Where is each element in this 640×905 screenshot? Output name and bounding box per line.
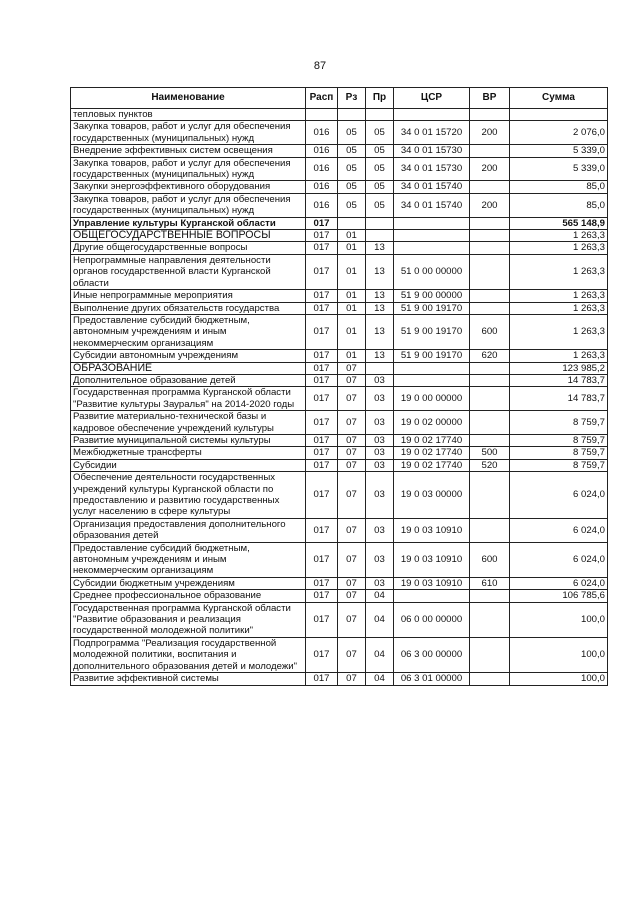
cell-vr (470, 387, 510, 411)
cell-vr (470, 109, 510, 121)
table-row (71, 362, 608, 374)
cell-rz: 07 (338, 518, 366, 542)
cell-name: тепловых пунктов (71, 109, 306, 121)
page-number: 87 (313, 60, 327, 72)
cell-sum: 8 759,7 (510, 434, 608, 446)
cell-rz: 07 (338, 542, 366, 577)
cell-name: Управление культуры Курганской области (71, 217, 306, 229)
cell-vr: 620 (470, 350, 510, 362)
cell-vr (470, 590, 510, 602)
cell-name: Государственная программа Курганской области "Развитие культуры Зауралья" на 2014-2020 годы (71, 387, 306, 411)
cell-pr: 03 (366, 374, 394, 386)
cell-sum: 565 148,9 (510, 217, 608, 229)
cell-csr (394, 374, 470, 386)
cell-pr: 13 (366, 350, 394, 362)
cell-name: Подпрограмма "Реализация государственной молодежной политики, воспитания и дополнительного образования детей и молодежи" (71, 637, 306, 672)
cell-pr: 04 (366, 673, 394, 685)
cell-pr: 04 (366, 637, 394, 672)
cell-csr (394, 242, 470, 254)
cell-pr: 03 (366, 447, 394, 459)
cell-rasp: 017 (306, 254, 338, 289)
cell-rasp: 017 (306, 673, 338, 685)
cell-rz: 07 (338, 447, 366, 459)
cell-pr: 03 (366, 542, 394, 577)
cell-vr (470, 637, 510, 672)
cell-name: Предоставление субсидий бюджетным, автономным учреждениям и иным некоммерческим организациям (71, 314, 306, 349)
cell-name: Развитие материально-технической базы и кадровое обеспечение учреждений культуры (71, 411, 306, 435)
cell-sum: 5 339,0 (510, 157, 608, 181)
cell-vr (470, 145, 510, 157)
cell-pr: 05 (366, 193, 394, 217)
table-row (71, 242, 608, 254)
cell-rasp: 017 (306, 314, 338, 349)
cell-pr (366, 230, 394, 242)
cell-name: Субсидии бюджетным учреждениям (71, 577, 306, 589)
cell-sum: 1 263,3 (510, 350, 608, 362)
cell-rasp: 017 (306, 290, 338, 302)
cell-pr: 13 (366, 302, 394, 314)
header-name: Наименование (71, 88, 306, 109)
cell-rz: 01 (338, 254, 366, 289)
cell-vr (470, 518, 510, 542)
cell-pr (366, 109, 394, 121)
cell-rasp: 017 (306, 590, 338, 602)
cell-csr: 06 0 00 00000 (394, 602, 470, 637)
table-header-row (71, 88, 608, 109)
cell-sum: 1 263,3 (510, 314, 608, 349)
cell-rasp: 017 (306, 217, 338, 229)
table-row (71, 602, 608, 637)
table-row (71, 518, 608, 542)
cell-pr (366, 362, 394, 374)
cell-vr: 200 (470, 157, 510, 181)
cell-csr: 34 0 01 15740 (394, 181, 470, 193)
table-row (71, 314, 608, 349)
cell-rasp: 017 (306, 602, 338, 637)
header-rz: Рз (338, 88, 366, 109)
cell-rz: 07 (338, 434, 366, 446)
header-pr: Пр (366, 88, 394, 109)
cell-csr: 51 9 00 19170 (394, 314, 470, 349)
budget-table (70, 87, 608, 686)
cell-csr: 34 0 01 15730 (394, 157, 470, 181)
cell-name: Закупки энергоэффективного оборудования (71, 181, 306, 193)
cell-name: Межбюджетные трансферты (71, 447, 306, 459)
cell-rz: 01 (338, 314, 366, 349)
cell-sum: 8 759,7 (510, 459, 608, 471)
cell-rz (338, 217, 366, 229)
cell-csr: 51 9 00 19170 (394, 350, 470, 362)
cell-rasp: 016 (306, 121, 338, 145)
table-body (71, 109, 608, 686)
cell-vr: 200 (470, 193, 510, 217)
cell-vr (470, 434, 510, 446)
cell-rz: 05 (338, 157, 366, 181)
cell-sum: 5 339,0 (510, 145, 608, 157)
cell-vr (470, 302, 510, 314)
table-row (71, 254, 608, 289)
cell-rasp: 017 (306, 302, 338, 314)
cell-name: Обеспечение деятельности государственных учреждений культуры Курганской области по предоставлению и развитию государственных услуг населению в сфере культуры (71, 472, 306, 519)
cell-csr: 19 0 02 17740 (394, 447, 470, 459)
cell-pr: 04 (366, 590, 394, 602)
cell-rasp: 017 (306, 542, 338, 577)
cell-rasp: 016 (306, 193, 338, 217)
cell-pr: 05 (366, 121, 394, 145)
table-row (71, 459, 608, 471)
cell-rasp: 017 (306, 242, 338, 254)
cell-pr: 13 (366, 254, 394, 289)
cell-rz: 07 (338, 374, 366, 386)
cell-csr: 19 0 03 00000 (394, 472, 470, 519)
cell-vr (470, 374, 510, 386)
table-row (71, 542, 608, 577)
header-csr: ЦСР (394, 88, 470, 109)
cell-name: Среднее профессиональное образование (71, 590, 306, 602)
cell-rasp: 016 (306, 145, 338, 157)
cell-name: Закупка товаров, работ и услуг для обеспечения государственных (муниципальных) нужд (71, 121, 306, 145)
cell-vr (470, 217, 510, 229)
cell-vr: 500 (470, 447, 510, 459)
cell-sum: 123 985,2 (510, 362, 608, 374)
cell-rz: 07 (338, 590, 366, 602)
cell-sum: 8 759,7 (510, 411, 608, 435)
cell-name: Предоставление субсидий бюджетным, автономным учреждениям и иным некоммерческим организациям (71, 542, 306, 577)
cell-sum: 1 263,3 (510, 230, 608, 242)
table-row (71, 109, 608, 121)
cell-vr: 600 (470, 314, 510, 349)
cell-sum: 6 024,0 (510, 577, 608, 589)
cell-pr: 13 (366, 242, 394, 254)
header-sum: Сумма (510, 88, 608, 109)
cell-rasp: 017 (306, 362, 338, 374)
table-row (71, 447, 608, 459)
table-row (71, 472, 608, 519)
cell-csr: 34 0 01 15740 (394, 193, 470, 217)
cell-sum: 1 263,3 (510, 290, 608, 302)
table-row (71, 290, 608, 302)
cell-rasp: 017 (306, 230, 338, 242)
cell-rasp: 017 (306, 447, 338, 459)
table-row (71, 157, 608, 181)
cell-sum: 14 783,7 (510, 374, 608, 386)
table-row (71, 590, 608, 602)
cell-rz (338, 109, 366, 121)
cell-pr: 03 (366, 411, 394, 435)
cell-rz: 07 (338, 459, 366, 471)
cell-name: Непрограммные направления деятельности органов государственной власти Курганской области (71, 254, 306, 289)
cell-name: Субсидии автономным учреждениям (71, 350, 306, 362)
cell-csr: 34 0 01 15730 (394, 145, 470, 157)
cell-csr: 19 0 03 10910 (394, 577, 470, 589)
cell-sum: 8 759,7 (510, 447, 608, 459)
cell-rz: 05 (338, 145, 366, 157)
cell-csr: 19 0 02 17740 (394, 459, 470, 471)
cell-name: Государственная программа Курганской области "Развитие образования и реализация государственной молодежной политики" (71, 602, 306, 637)
cell-name: ОБЩЕГОСУДАРСТВЕННЫЕ ВОПРОСЫ (71, 230, 306, 242)
table-row (71, 374, 608, 386)
cell-name: Внедрение эффективных систем освещения (71, 145, 306, 157)
cell-sum: 85,0 (510, 181, 608, 193)
table-row (71, 350, 608, 362)
cell-name: Дополнительное образование детей (71, 374, 306, 386)
cell-name: Организация предоставления дополнительного образования детей (71, 518, 306, 542)
cell-sum: 1 263,3 (510, 302, 608, 314)
cell-vr (470, 411, 510, 435)
cell-rz: 07 (338, 387, 366, 411)
cell-vr: 520 (470, 459, 510, 471)
cell-rasp: 017 (306, 518, 338, 542)
cell-rasp: 017 (306, 374, 338, 386)
cell-vr (470, 472, 510, 519)
cell-pr: 05 (366, 181, 394, 193)
cell-csr: 19 0 03 10910 (394, 518, 470, 542)
cell-vr (470, 230, 510, 242)
cell-rz: 05 (338, 121, 366, 145)
cell-sum: 2 076,0 (510, 121, 608, 145)
table-row (71, 302, 608, 314)
cell-sum: 6 024,0 (510, 472, 608, 519)
cell-sum: 1 263,3 (510, 254, 608, 289)
cell-name: Развитие эффективной системы (71, 673, 306, 685)
cell-rasp: 016 (306, 157, 338, 181)
cell-pr: 05 (366, 145, 394, 157)
cell-pr: 05 (366, 157, 394, 181)
cell-csr: 06 3 01 00000 (394, 673, 470, 685)
cell-vr (470, 602, 510, 637)
cell-rasp: 016 (306, 181, 338, 193)
cell-rasp: 017 (306, 459, 338, 471)
table-row (71, 217, 608, 229)
table-row (71, 193, 608, 217)
cell-sum: 100,0 (510, 637, 608, 672)
cell-sum: 6 024,0 (510, 542, 608, 577)
cell-rz: 05 (338, 193, 366, 217)
cell-name: Закупка товаров, работ и услуг для обеспечения государственных (муниципальных) нужд (71, 193, 306, 217)
header-rasp: Расп (306, 88, 338, 109)
cell-vr (470, 362, 510, 374)
cell-csr: 19 0 02 17740 (394, 434, 470, 446)
cell-rz: 01 (338, 350, 366, 362)
cell-vr: 610 (470, 577, 510, 589)
cell-pr: 03 (366, 434, 394, 446)
cell-rz: 07 (338, 673, 366, 685)
cell-pr: 03 (366, 518, 394, 542)
table-row (71, 145, 608, 157)
cell-sum: 85,0 (510, 193, 608, 217)
table-row (71, 230, 608, 242)
table-row (71, 637, 608, 672)
cell-rz: 05 (338, 181, 366, 193)
cell-rz: 07 (338, 472, 366, 519)
cell-csr: 19 0 02 00000 (394, 411, 470, 435)
cell-vr: 600 (470, 542, 510, 577)
cell-rz: 07 (338, 602, 366, 637)
cell-vr: 200 (470, 121, 510, 145)
cell-rz: 01 (338, 242, 366, 254)
cell-rz: 01 (338, 230, 366, 242)
cell-sum: 106 785,6 (510, 590, 608, 602)
cell-rz: 07 (338, 411, 366, 435)
cell-csr (394, 590, 470, 602)
cell-vr (470, 181, 510, 193)
cell-pr: 03 (366, 577, 394, 589)
table-row (71, 673, 608, 685)
cell-name: Другие общегосударственные вопросы (71, 242, 306, 254)
cell-name: Иные непрограммные мероприятия (71, 290, 306, 302)
cell-csr: 34 0 01 15720 (394, 121, 470, 145)
cell-name: ОБРАЗОВАНИЕ (71, 362, 306, 374)
cell-rz: 07 (338, 362, 366, 374)
header-vr: ВР (470, 88, 510, 109)
cell-vr (470, 242, 510, 254)
cell-sum: 14 783,7 (510, 387, 608, 411)
cell-csr: 19 0 00 00000 (394, 387, 470, 411)
cell-csr (394, 362, 470, 374)
cell-rasp: 017 (306, 411, 338, 435)
cell-csr: 06 3 00 00000 (394, 637, 470, 672)
table-row (71, 434, 608, 446)
cell-pr: 13 (366, 314, 394, 349)
cell-name: Выполнение других обязательств государства (71, 302, 306, 314)
cell-csr (394, 109, 470, 121)
cell-name: Развитие муниципальной системы культуры (71, 434, 306, 446)
table-row (71, 387, 608, 411)
cell-rasp (306, 109, 338, 121)
cell-csr (394, 230, 470, 242)
cell-sum: 1 263,3 (510, 242, 608, 254)
cell-vr (470, 673, 510, 685)
cell-rasp: 017 (306, 472, 338, 519)
cell-sum: 6 024,0 (510, 518, 608, 542)
cell-rz: 01 (338, 290, 366, 302)
cell-rz: 07 (338, 637, 366, 672)
cell-name: Закупка товаров, работ и услуг для обеспечения государственных (муниципальных) нужд (71, 157, 306, 181)
cell-pr (366, 217, 394, 229)
cell-csr: 51 9 00 19170 (394, 302, 470, 314)
cell-rz: 01 (338, 302, 366, 314)
cell-pr: 03 (366, 472, 394, 519)
cell-rz: 07 (338, 577, 366, 589)
cell-csr: 51 0 00 00000 (394, 254, 470, 289)
cell-sum: 100,0 (510, 673, 608, 685)
table-row (71, 121, 608, 145)
cell-csr (394, 217, 470, 229)
cell-csr: 19 0 03 10910 (394, 542, 470, 577)
cell-pr: 13 (366, 290, 394, 302)
cell-pr: 03 (366, 459, 394, 471)
cell-vr (470, 290, 510, 302)
cell-sum: 100,0 (510, 602, 608, 637)
cell-name: Субсидии (71, 459, 306, 471)
cell-pr: 04 (366, 602, 394, 637)
cell-rasp: 017 (306, 387, 338, 411)
table-row (71, 411, 608, 435)
cell-rasp: 017 (306, 637, 338, 672)
cell-pr: 03 (366, 387, 394, 411)
cell-rasp: 017 (306, 350, 338, 362)
cell-rasp: 017 (306, 434, 338, 446)
cell-rasp: 017 (306, 577, 338, 589)
table-row (71, 181, 608, 193)
cell-sum (510, 109, 608, 121)
table-row (71, 577, 608, 589)
cell-vr (470, 254, 510, 289)
cell-csr: 51 9 00 00000 (394, 290, 470, 302)
